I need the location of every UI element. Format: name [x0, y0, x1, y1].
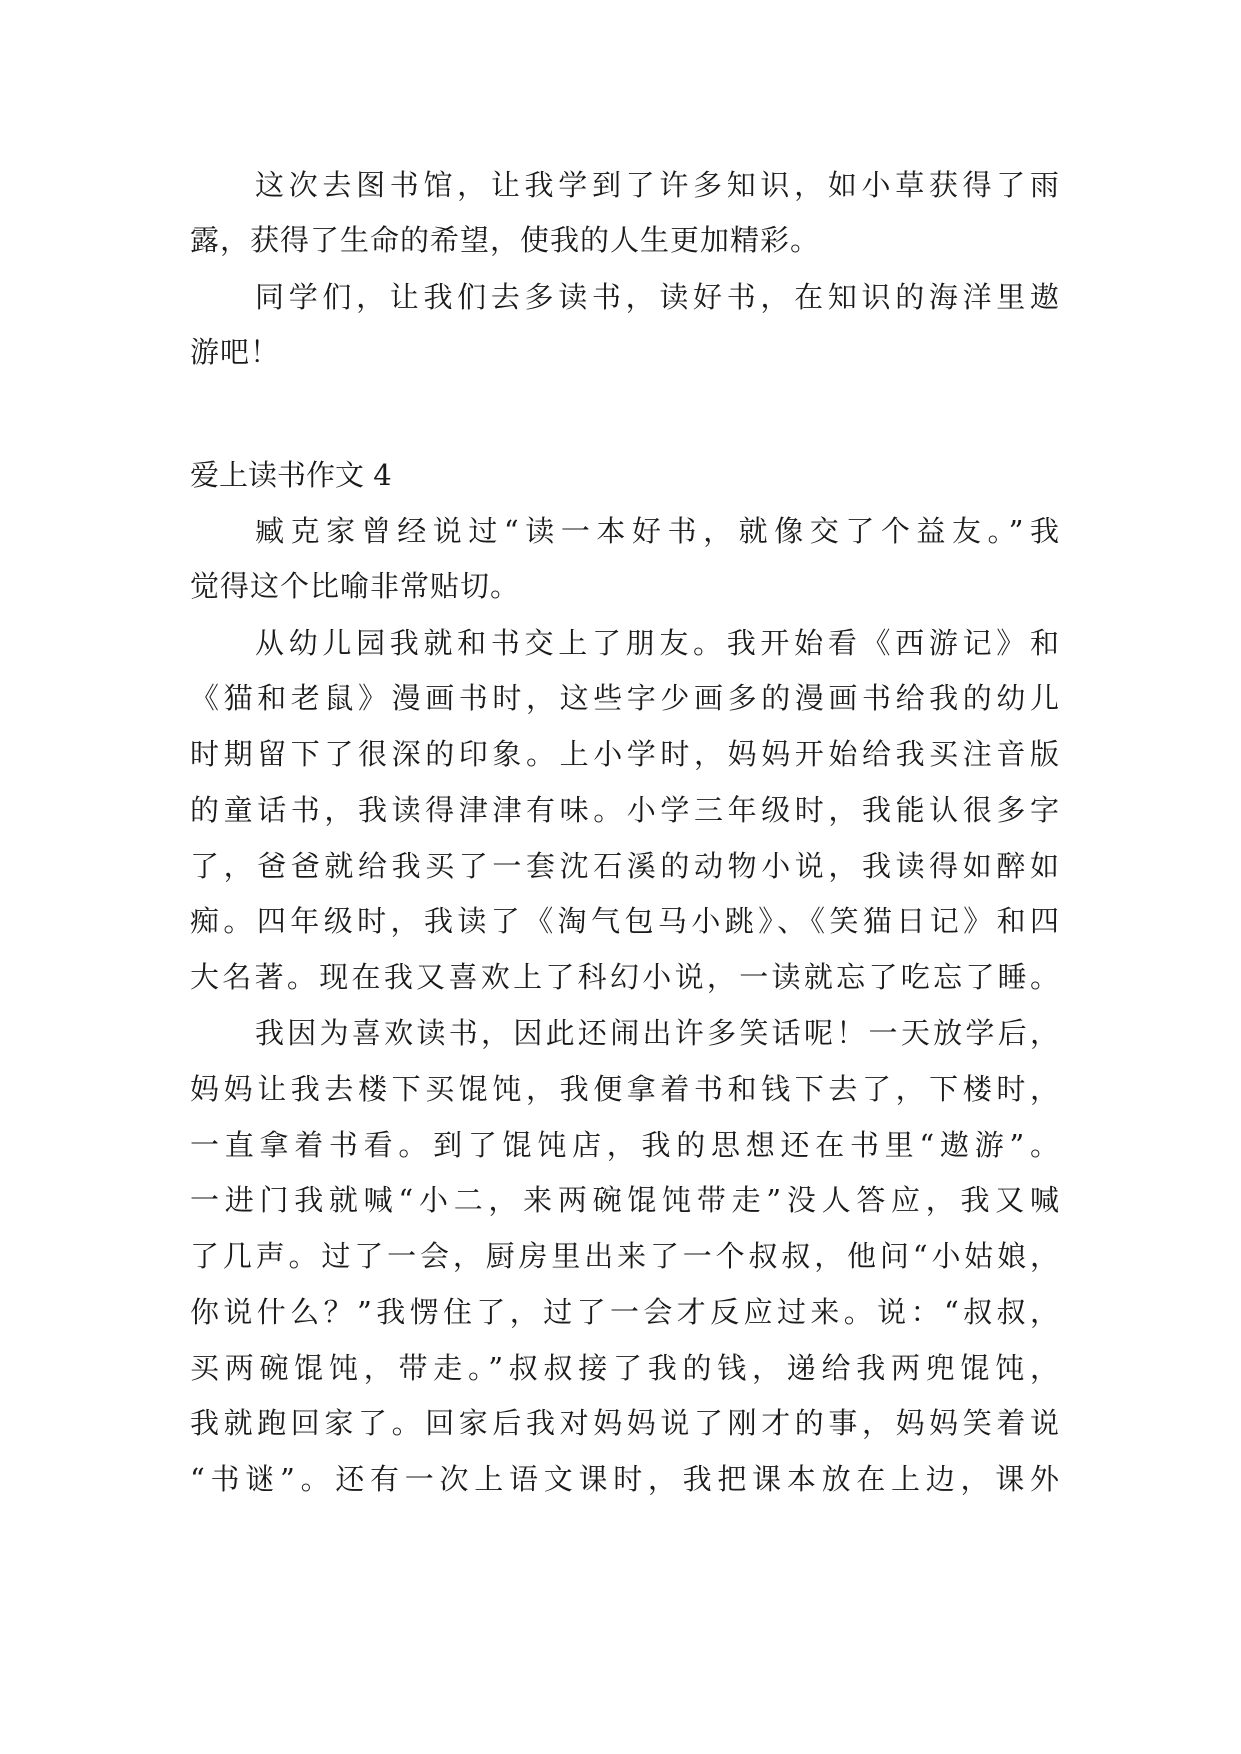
- paragraph-line: 我就跑回家了。回家后我对妈妈说了刚才的事，妈妈笑着说: [190, 1406, 1060, 1440]
- paragraph-line: 大名著。现在我又喜欢上了科幻小说，一读就忘了吃忘了睡。: [190, 960, 1060, 994]
- paragraph-line: “书谜”。还有一次上语文课时，我把课本放在上边，课外: [190, 1462, 1060, 1496]
- paragraph-line: 臧克家曾经说过“读一本好书，就像交了个益友。”我: [255, 514, 1060, 548]
- section-title: 爱上读书作文 4: [190, 458, 392, 492]
- paragraph-line: 从幼儿园我就和书交上了朋友。我开始看《西游记》和: [255, 626, 1060, 660]
- paragraph-line: 觉得这个比喻非常贴切。: [190, 569, 521, 603]
- paragraph-line: 你说什么？”我愣住了，过了一会才反应过来。说：“叔叔，: [190, 1295, 1060, 1329]
- paragraph-line: 这次去图书馆，让我学到了许多知识，如小草获得了雨: [255, 168, 1060, 202]
- paragraph-line: 痴。四年级时，我读了《淘气包马小跳》、《笑猫日记》和四: [190, 904, 1060, 938]
- paragraph-line: 游吧！: [190, 335, 281, 369]
- paragraph-line: 我因为喜欢读书，因此还闹出许多笑话呢！一天放学后，: [255, 1016, 1060, 1050]
- paragraph-line: 一直拿着书看。到了馄饨店，我的思想还在书里“遨游”。: [190, 1128, 1060, 1162]
- paragraph-line: 时期留下了很深的印象。上小学时，妈妈开始给我买注音版: [190, 737, 1060, 771]
- paragraph-line: 露，获得了生命的希望，使我的人生更加精彩。: [190, 223, 821, 257]
- paragraph-line: 一进门我就喊“小二，来两碗馄饨带走”没人答应，我又喊: [190, 1183, 1060, 1217]
- paragraph-line: 的童话书，我读得津津有味。小学三年级时，我能认很多字: [190, 793, 1060, 827]
- paragraph-line: 了，爸爸就给我买了一套沈石溪的动物小说，我读得如醉如: [190, 849, 1060, 883]
- paragraph-line: 买两碗馄饨，带走。”叔叔接了我的钱，递给我两兜馄饨，: [190, 1351, 1060, 1385]
- paragraph-line: 同学们，让我们去多读书，读好书，在知识的海洋里遨: [255, 280, 1060, 314]
- paragraph-line: 了几声。过了一会，厨房里出来了一个叔叔，他问“小姑娘，: [190, 1239, 1060, 1273]
- paragraph-line: 妈妈让我去楼下买馄饨，我便拿着书和钱下去了，下楼时，: [190, 1072, 1060, 1106]
- paragraph-line: 《猫和老鼠》漫画书时，这些字少画多的漫画书给我的幼儿: [190, 681, 1060, 715]
